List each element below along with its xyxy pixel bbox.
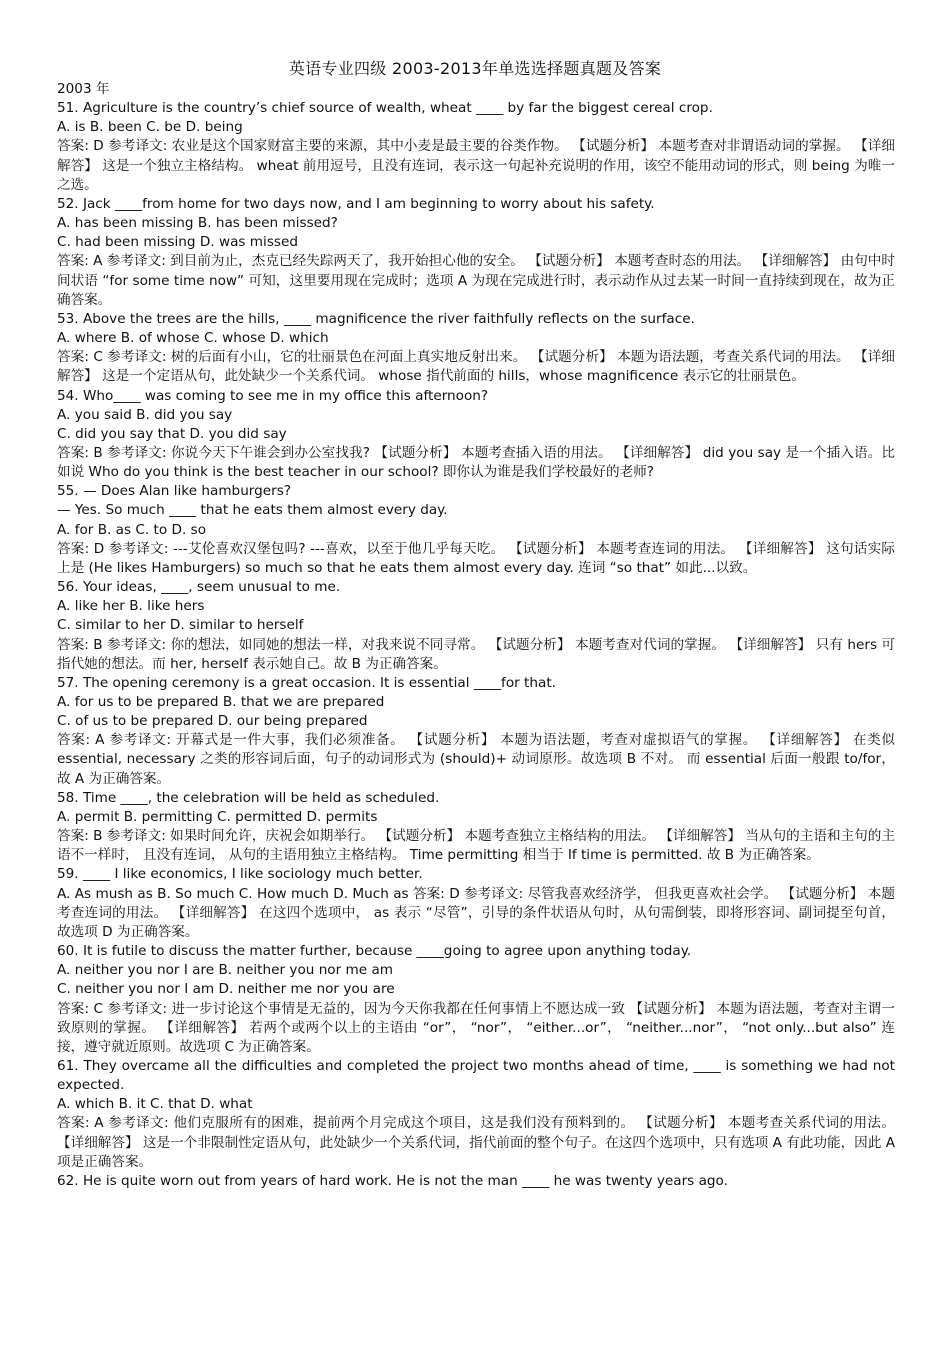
question-options: A. neither you nor I are B. neither you nor me am [57,962,394,979]
question-options: A. you said B. did you say [57,406,233,423]
question-options: A. for B. as C. to D. so [57,521,207,538]
question-stem: 62. He is quite worn out from years of hard work. He is not the man ____ he was twenty years ago. [57,1172,728,1189]
question-stem: 55. — Does Alan like hamburgers? [57,483,292,500]
answer-explanation: 答案: B 参考译文: 你的想法，如同她的想法一样，对我来说不同寻常。 【试题分析】 本题考查对代词的掌握。 【详细解答】 只有 hers 可指代她的想法。而 her, herself 表示她自己。故 B 为正确答案。 [57,636,895,672]
year-label: 2003 年 [57,81,110,97]
answer-explanation: 答案: A 参考译文: 他们克服所有的困难，提前两个月完成这个项目，这是我们没有预料到的。 【试题分析】 本题考查关系代词的用法。 【详细解答】 这是一个非限制性定语从句，此处缺少一个关系代词，指代前面的整个句子。在这四个选项中，只有选项 A 有此功能，因此 A 项是正确答案。 [57,1115,895,1170]
question-options: A. is B. been C. be D. being [57,119,243,136]
question-stem: 54. Who____ was coming to see me in my office this afternoon? [57,387,489,404]
answer-explanation: 答案: D 参考译文: 农业是这个国家财富主要的来源，其中小麦是最主要的谷类作物。 【试题分析】 本题考查对非谓语动词的掌握。 【详细解答】 这是一个独立主格结构。 wheat 前用逗号，且没有连词，表示这一句起补充说明的作用，该空不能用动词的形式，则 being 为唯一之选。 [57,138,895,193]
question-stem: 56. Your ideas, ____, seem unusual to me. [57,579,341,596]
document-body [57,80,895,1191]
question-stem: 57. The opening ceremony is a great occasion. It is essential ____for that. [57,674,556,691]
question-options: A. permit B. permitting C. permitted D. permits [57,808,378,825]
answer-explanation: 答案: C 参考译文: 树的后面有小山，它的壮丽景色在河面上真实地反射出来。 【试题分析】 本题为语法题，考查关系代词的用法。 【详细解答】 这是一个定语从句，此处缺少一个关系代词。 whose 指代前面的 hills，whose magnificence 表示它的壮丽景色。 [57,349,895,385]
answer-explanation: 答案: D 参考译文: ---艾伦喜欢汉堡包吗? ---喜欢，以至于他几乎每天吃。 【试题分析】 本题考查连词的用法。 【详细解答】 这句话实际上是 (He likes Hamburgers) so much so that he eats them almost every day. 连词 “so that” 如此...以致。 [57,540,895,576]
question-stem: 59. ____ I like economics, I like sociology much better. [57,866,423,883]
question-options: A. for us to be prepared B. that we are prepared [57,694,385,710]
question-stem: 51. Agriculture is the country’s chief source of wealth, wheat ____ by far the biggest cereal crop. [57,100,713,117]
question-options: C. of us to be prepared D. our being prepared [57,713,368,730]
question-stem: 53. Above the trees are the hills, ____ magnificence the river faithfully reflects on the surface. [57,310,695,327]
question-options: C. did you say that D. you did say [57,425,287,442]
question-options: — Yes. So much ____ that he eats them almost every day. [57,502,448,519]
question-stem: 60. It is futile to discuss the matter further, because ____going to agree upon anything today. [57,943,692,960]
answer-explanation: 答案: B 参考译文: 如果时间允许，庆祝会如期举行。 【试题分析】 本题考查独立主格结构的用法。 【详细解答】 当从句的主语和主句的主语不一样时， 且没有连词， 从句的主语用独立主格结构。 Time permitting 相当于 If time is permitted. 故 B 为正确答案。 [57,828,895,864]
page-title: 英语专业四级 2003-2013年单选选择题真题及答案 [288,59,662,78]
question-options: C. had been missing D. was missed [57,234,298,251]
question-options: A. like her B. like hers [57,598,205,615]
answer-explanation: 答案: B 参考译文: 你说今天下午谁会到办公室找我? 【试题分析】 本题考查插入语的用法。 【详细解答】 did you say 是一个插入语。比如说 Who do you think is the best teacher in our school? 即你认为谁是我们学校最好的老师? [57,444,895,481]
answer-explanation: 答案: A 参考译文: 到目前为止，杰克已经失踪两天了，我开始担心他的安全。 【试题分析】 本题考查时态的用法。 【详细解答】 由句中时间状语 “for some time now” 可知，这里要用现在完成时；选项 A 为现在完成进行时，表示动作从过去某一时间一直持续到现在，故为正确答案。 [57,253,895,308]
question-options: A. has been missing B. has been missed? [57,215,338,232]
question-options: A. which B. it C. that D. what [57,1096,253,1113]
question-stem: 58. Time ____, the celebration will be held as scheduled. [57,789,440,806]
question-options: A. where B. of whose C. whose D. which [57,330,329,347]
answer-explanation: A. As mush as B. So much C. How much D. Much as 答案: D 参考译文: 尽管我喜欢经济学， 但我更喜欢社会学。 【试题分析】 本题考查连词的用法。 【详细解答】 在这四个选项中， as 表示 “尽管”，引导的条件状语从句时，从句需倒装，即将形容词、副词提至句首，故选项 D 为正确答案。 [57,885,895,940]
question-options: C. similar to her D. similar to herself [57,617,304,634]
question-stem: 61. They overcame all the difficulties and completed the project two months ahead of time, ____ is something we had not expected. [57,1057,895,1094]
question-options: C. neither you nor I am D. neither me nor you are [57,981,395,998]
question-stem: 52. Jack ____from home for two days now, and I am beginning to worry about his safety. [57,195,655,212]
answer-explanation: 答案: A 参考译文: 开幕式是一件大事，我们必须准备。 【试题分析】 本题为语法题，考查对虚拟语气的掌握。 【详细解答】 在类似 essential, necessary 之类的形容词后面，句子的动词形式为 (should)+ 动词原形。故选项 B 不对。 而 essential 后面一般跟 to/for，故 A 为正确答案。 [57,732,895,787]
answer-explanation: 答案: C 参考译文: 进一步讨论这个事情是无益的，因为今天你我都在任何事情上不愿达成一致 【试题分析】 本题为语法题，考查对主谓一致原则的掌握。 【详细解答】 若两个或两个以上的主语由 “or”， “nor”， “either...or”， “neither...nor”， “not only...but also” 连接，遵守就近原则。故选项 C 为正确答案。 [57,1000,895,1055]
